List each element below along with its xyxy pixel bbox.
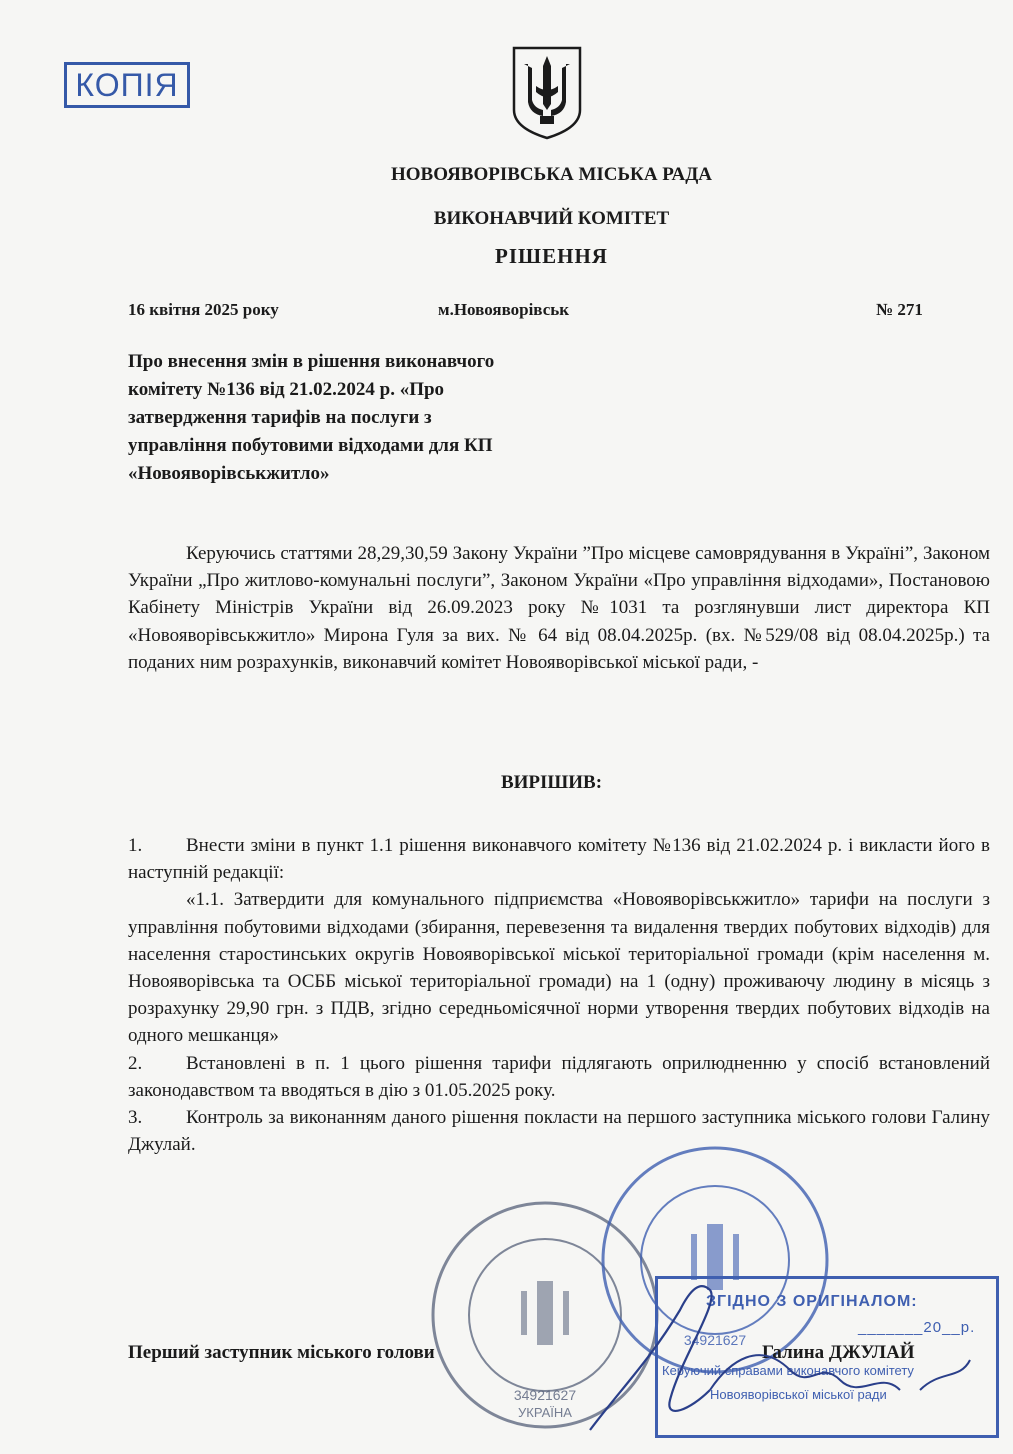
list-item-quote: «1.1. Затвердити для комунального підприємства «Новояворівськжитло» тарифи на послуги з управління побутовими відходами (збирання, перевезення та видалення твердих побутових відходів) для населення старостинських округів Новояворівської міської територіальної громади (крім населення м. Новояворівська та ОСББ міської територіальної громади) на 1 (одну) проживаючу людину в місяць з розрахунку 29,90 грн. з ПДВ, згідно середньомісячної норми утворення твердих побутових відходів на одного мешканця»	[128, 889, 990, 1047]
organization-title: НОВОЯВОРІВСЬКА МІСЬКА РАДА	[391, 164, 712, 185]
item-number: 3.	[128, 1107, 143, 1129]
decision-number: № 271	[876, 300, 923, 319]
document-type: РІШЕННЯ	[495, 244, 608, 268]
item-text: Встановлені в п. 1 цього рішення тарифи підлягають оприлюдненню у спосіб встановлений законодавством та вводяться в дію з 01.05.2025 року.	[128, 1052, 990, 1101]
list-item	[128, 1050, 990, 1104]
conformity-date-line: _______20__р.	[858, 1319, 976, 1336]
copy-stamp: КОПІЯ	[64, 62, 190, 108]
signer-name: Галина ДЖУЛАЙ	[762, 1342, 915, 1363]
trident-icon	[510, 44, 584, 140]
decision-subject: Про внесення змін в рішення виконавчого комітету №136 від 21.02.2024 р. «Про затвердження тарифів на послуги з управління побутовими відходами для КП «Новояворівськжитло»	[128, 351, 495, 484]
decision-city: м.Новояворівськ	[438, 300, 570, 319]
item-number: 2.	[128, 1052, 143, 1074]
committee-title: ВИКОНАВЧИЙ КОМІТЕТ	[433, 208, 670, 229]
item-text: Внести зміни в пункт 1.1 рішення виконавчого комітету №136 від 21.02.2024 р. і викласти його в наступній редакції:	[128, 835, 990, 884]
list-item	[128, 1104, 990, 1158]
decided-heading: ВИРІШИВ:	[500, 772, 603, 793]
seal-country: УКРАЇНА	[518, 1405, 572, 1420]
seal-code: 34921627	[683, 1332, 747, 1348]
signer-title: Перший заступник міського голови	[128, 1342, 435, 1363]
preamble	[128, 540, 990, 676]
item-number: 1.	[128, 835, 143, 856]
conformity-org-line-1: Керуючий справами виконавчого комітету	[662, 1363, 914, 1378]
handwritten-signature	[560, 1240, 990, 1450]
decision-date: 16 квітня 2025 року	[128, 300, 279, 319]
conformity-title: ЗГІДНО З ОРИГІНАЛОМ:	[706, 1293, 918, 1310]
list-item	[128, 832, 990, 886]
preamble-text: Керуючись статтями 28,29,30,59 Закону України ”Про місцеве самоврядування в Україні”, Законом України „Про житлово-комунальні послуги”, Законом України «Про управління відходами», Постановою Кабінету Міністрів України від 26.09.2023 року №1031 та розглянувши лист директора КП «Новояворівськжитло» Мирона Гуля за вих. № 64 від 08.04.2025р. (вх. №529/08 від 08.04.2025р.) та поданих ним розрахунків, виконавчий комітет Новояворівської міської ради, -	[128, 543, 990, 673]
decision-items	[128, 832, 990, 1158]
conformity-org-line-2: Новояворівської міської ради	[710, 1387, 887, 1402]
item-text: Контроль за виконанням даного рішення покласти на першого заступника міського голови Галину Джулай.	[128, 1107, 990, 1156]
seal-code: 34921627	[513, 1387, 577, 1403]
